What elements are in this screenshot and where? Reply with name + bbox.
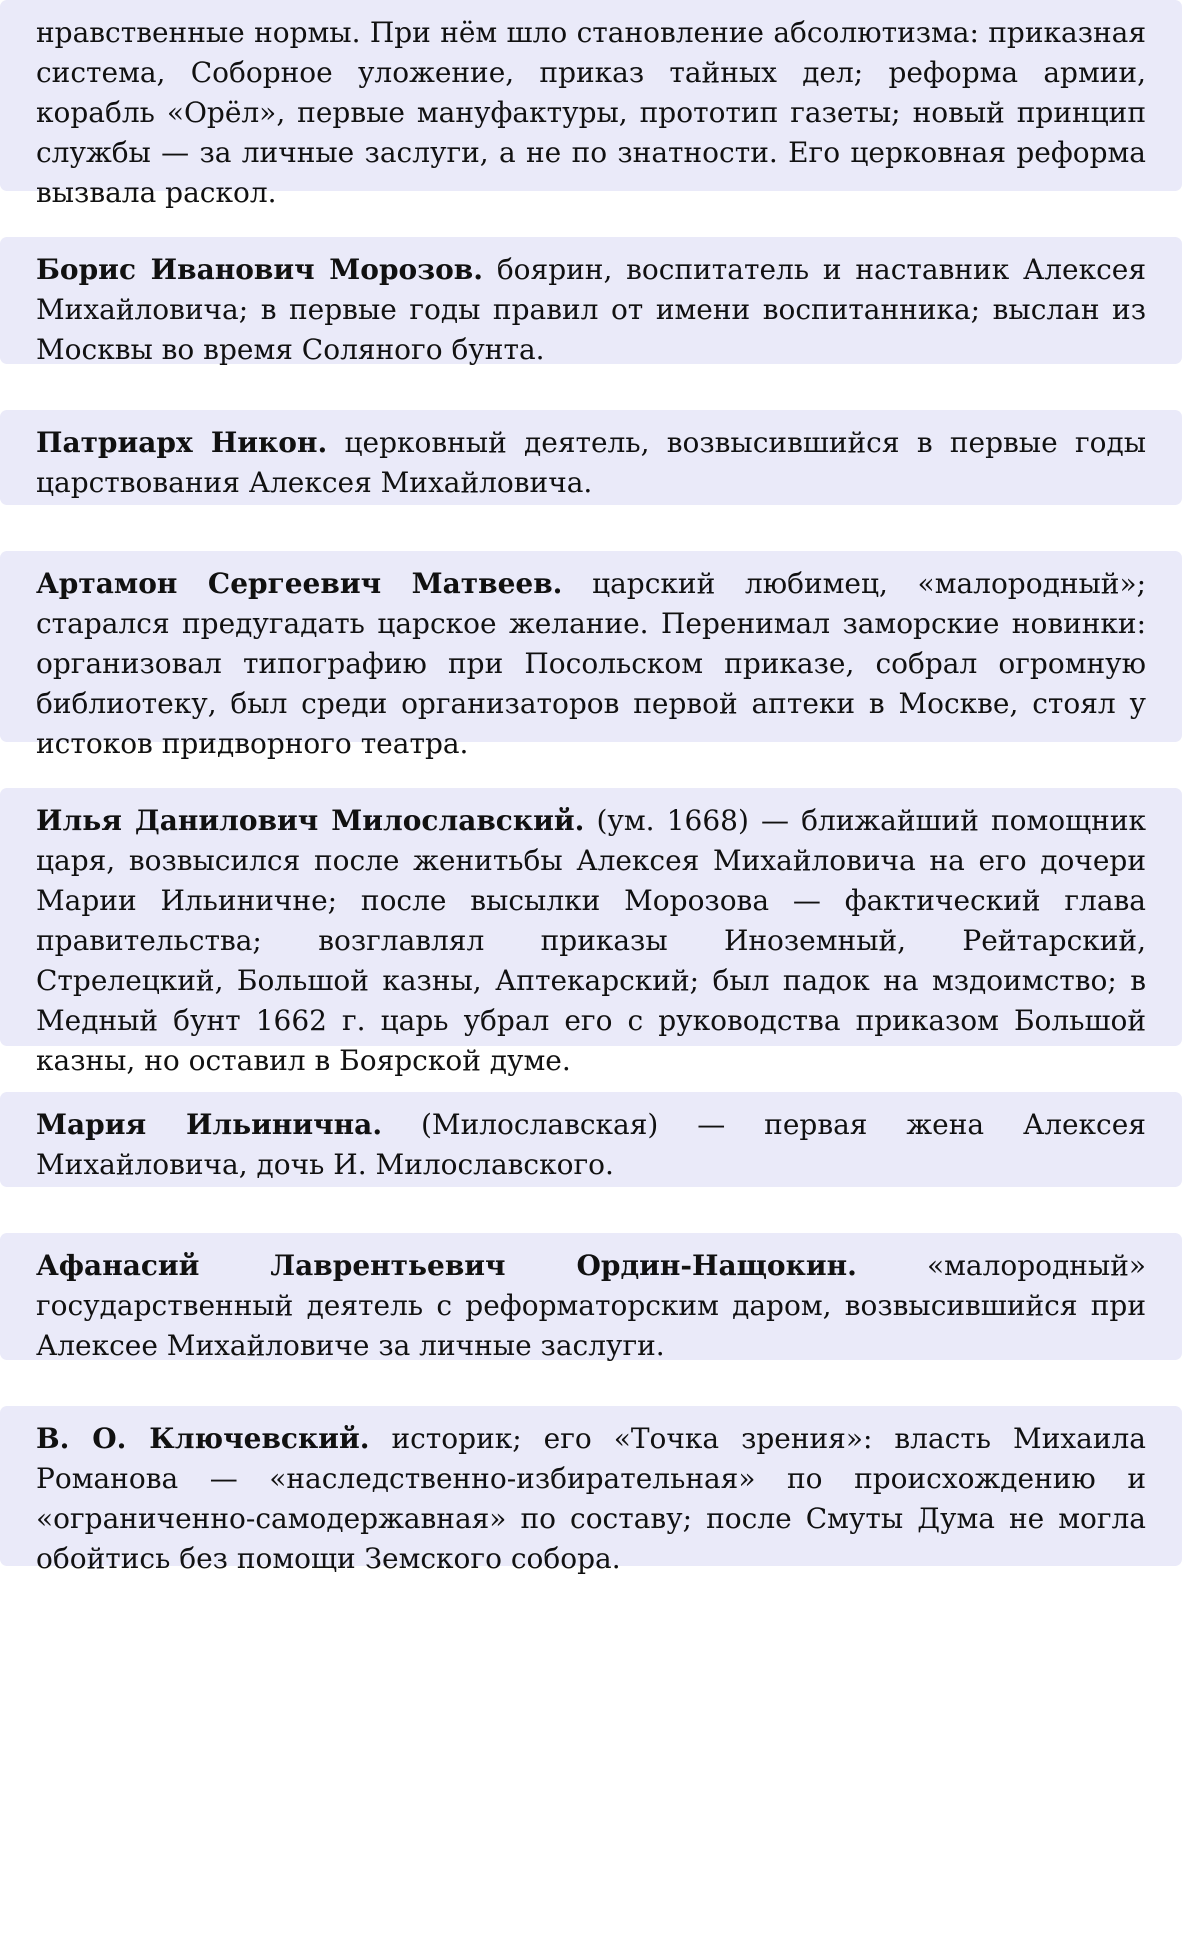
entry-text: (ум. 1668) — ближайший помощник царя, возвысился после женитьбы Алексея Михайловича на его дочери Марии Ильиничне; после высылки Морозова — фактический глава правительства; возглавлял приказы Иноземный, Рейтарский, Стрелецкий, Большой казны, Аптекарский; был падок на мздоимство; в Медный бунт 1662 г. царь убрал его с руководства приказом Большой казны, но оставил в Боярской думе. [36,804,1146,1077]
entry-text: церковный деятель, возвысившийся в первые годы царствования Алексея Михайловича. [36,426,1146,499]
entry-text: боярин, воспитатель и наставник Алексея Михайловича; в первые годы правил от имени воспитанника; выслан из Москвы во время Соляного бунта. [36,253,1147,366]
entry-paragraph [36,801,1146,1081]
entry-paragraph [36,423,1146,503]
entry-name: В. О. Ключевский. [36,1422,370,1455]
entry-text: царский любимец, «малородный»; старался предугадать царское желание. Перенимал заморские новинки: организовал типографию при Посольском приказе, собрал огромную библиотеку, был среди организаторов первой аптеки в Москве, стоял у истоков придворного театра. [36,567,1147,760]
entry-name: Борис Иванович Морозов. [36,253,483,286]
entry-card-miloslavsky [0,788,1182,1077]
entry-text: нравственные нормы. При нём шло становление абсолютизма: приказная система, Соборное уложение, приказ тайных дел; реформа армии, корабль «Орёл», первые мануфактуры, прототип газеты; новый принцип службы — за личные заслуги, а не по знатности. Его церковная реформа вызвала раскол. [36,16,1146,209]
entry-name: Афанасий Лаврентьевич Ордин-Нащокин. [36,1249,857,1282]
entry-paragraph [36,1105,1146,1185]
entry-card-maria [0,1092,1182,1187]
entry-card-nikon [0,410,1182,505]
entry-text: (Милославская) — первая жена Алексея Михайловича, дочь И. Милославского. [36,1108,1146,1181]
entry-name: Мария Ильинична. [36,1108,383,1141]
entry-paragraph [36,13,1146,213]
entry-card-ordin-nashchokin [0,1233,1182,1360]
entry-paragraph [36,564,1146,764]
entry-paragraph [36,250,1146,370]
entry-card-morozov [0,237,1182,364]
entry-card-matveev [0,551,1182,760]
entry-paragraph [36,1419,1146,1579]
entry-card-absolutism [0,0,1182,209]
entry-name: Артамон Сергеевич Матвеев. [36,567,563,600]
entry-paragraph [36,1246,1146,1366]
entry-text: историк; его «Точка зрения»: власть Михаила Романова — «наследственно-избирательная» по происхождению и «ограниченно-самодержавная» по составу; после Смуты Дума не могла обойтись без помощи Земского собора. [36,1422,1146,1575]
entry-name: Патриарх Никон. [36,426,328,459]
entry-text: «малородный» государственный деятель с реформаторским даром, возвысившийся при Алексее Михайловиче за личные заслуги. [36,1249,1146,1362]
entry-card-klyuchevsky [0,1406,1182,1575]
entry-name: Илья Данилович Милославский. [36,804,585,837]
